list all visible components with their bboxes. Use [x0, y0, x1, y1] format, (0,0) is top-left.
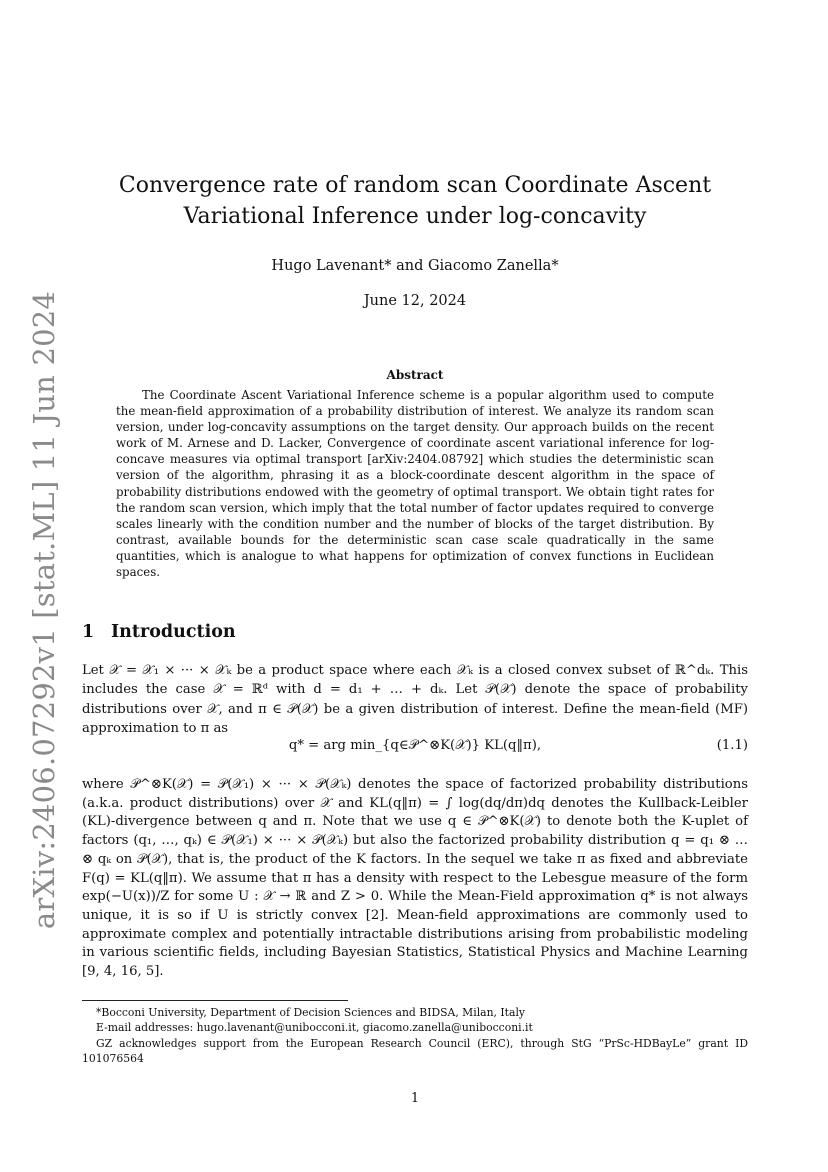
footnote-rule: [82, 1000, 348, 1001]
paper-title: Convergence rate of random scan Coordinate Ascent Variational Inference under log-concavity: [118, 173, 712, 229]
arxiv-identifier: arXiv:2406.07292v1 [stat.ML] 11 Jun 2024: [27, 290, 61, 930]
intro-paragraph-2: [82, 776, 748, 982]
paper-date: June 12, 2024: [363, 293, 467, 309]
paragraph-text: Let 𝒳 = 𝒳₁ × ··· × 𝒳ₖ be a product space where each 𝒳ₖ is a closed convex subset of ℝ^dₖ. This includes the case 𝒳 = ℝᵈ with d = d₁ + … + dₖ. Let 𝒫(𝒳) denote the space of probability distributions over 𝒳, and π ∈ 𝒫(𝒳) be a given distribution of interest. Define the mean-field (MF) approximation to π as: [82, 663, 748, 736]
section-title: Introduction: [111, 622, 236, 642]
abstract-text: The Coordinate Ascent Variational Inference scheme is a popular algorithm used to compute the mean-field approximation of a probability distribution of interest. We analyze its random scan version, under log-concavity assumptions on the target density. Our approach builds on the recent work of M. Arnese and D. Lacker, Convergence of coordinate ascent variational inference for log-concave measures via optimal transport [arXiv:2404.08792] which studies the deterministic scan version of the algorithm, phrasing it as a block-coordinate descent algorithm in the space of probability distributions endowed with the geometry of optimal transport. We obtain tight rates for the random scan version, which imply that the total number of factor updates required to converge scales linearly with the condition number and the number of blocks of the target distribution. By contrast, available bounds for the deterministic scan case scale quadratically in the same quantities, which is analogue to what happens for optimization of convex functions in Euclidean spaces.: [116, 388, 714, 580]
equation-body: q* = arg min_{q∈𝒫^⊗K(𝒳)} KL(q‖π),: [288, 738, 542, 753]
footnote-funding: GZ acknowledges support from the European Research Council (ERC), through StG “PrSc-HDBayLe” grant ID 101076564: [82, 1036, 748, 1066]
section-number: 1: [82, 622, 95, 642]
section-heading: [82, 622, 748, 642]
equation-number: (1.1): [716, 738, 748, 753]
footnote-emails: E-mail addresses: hugo.lavenant@unibocconi.it, giacomo.zanella@unibocconi.it: [96, 1021, 533, 1035]
abstract-body: [116, 387, 714, 580]
intro-paragraph-1: [82, 661, 748, 738]
footnote-affiliation: *Bocconi University, Department of Decision Sciences and BIDSA, Milan, Italy: [96, 1006, 525, 1019]
arxiv-stamp: [26, 290, 62, 930]
abstract-heading: Abstract: [386, 368, 444, 382]
equation-1-1: [82, 734, 748, 768]
paragraph-text: where 𝒫^⊗K(𝒳) = 𝒫(𝒳₁) × ··· × 𝒫(𝒳ₖ) denotes the space of factorized probability distributions (a.k.a. product distributions) over 𝒳 and KL(q‖π) = ∫ log(dq/dπ)dq denotes the Kullback-Leibler (KL)-divergence between q and π. Note that we use q ∈ 𝒫^⊗K(𝒳) to denote both the K-uplet of factors (q₁, …, qₖ) ∈ 𝒫(𝒳₁) × ··· × 𝒫(𝒳ₖ) but also the factorized probability distribution q = q₁ ⊗ … ⊗ qₖ on 𝒫(𝒳), that is, the product of the K factors. In the sequel we take π as fixed and abbreviate F(q) = KL(q‖π). We assume that π has a density with respect to the Lebesgue measure of the form exp(−U(x))/Z for some U : 𝒳 → ℝ and Z > 0. While the Mean-Field approximation q* is not always unique, it is so if U is strictly convex [2]. Mean-field approximations are commonly used to approximate complex and potentially intractable distributions arising from probabilistic modeling in various scientific fields, including Bayesian Statistics, Statistical Physics and Machine Learning [9, 4, 16, 5].: [82, 777, 748, 980]
footnotes: [82, 1005, 748, 1067]
page-number: 1: [410, 1091, 420, 1106]
author-line: Hugo Lavenant* and Giacomo Zanella*: [271, 258, 559, 274]
